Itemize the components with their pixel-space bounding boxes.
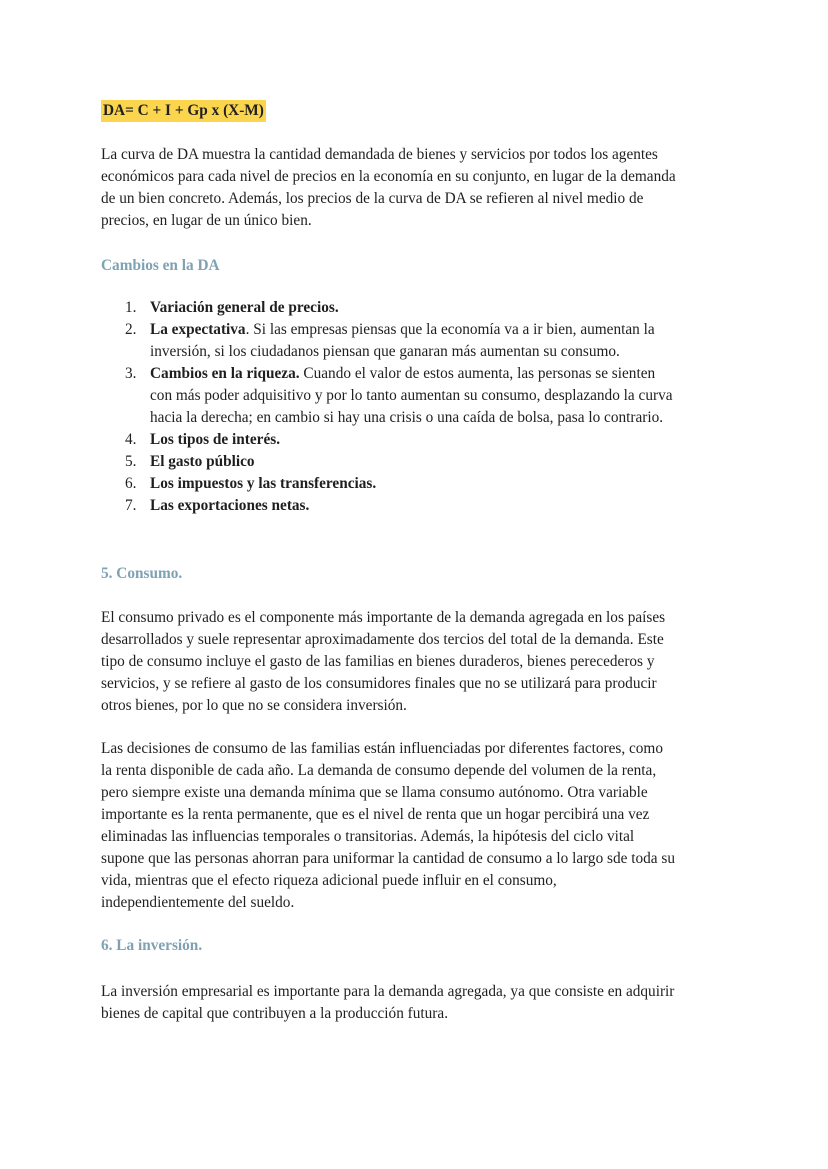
list-item-text: inversión, si los ciudadanos piensan que ganaran más aumentan su consumo.: [150, 343, 620, 360]
list-item: [101, 473, 741, 495]
list-item: [101, 319, 741, 363]
list-item-bold: El gasto público: [150, 453, 255, 470]
heading-consumo: 5. Consumo.: [101, 565, 183, 582]
list-item: [101, 363, 741, 429]
consumo-paragraph-1: [101, 607, 741, 717]
paragraph-line: Las decisiones de consumo de las familias están influenciadas por diferentes factores, como: [101, 740, 663, 757]
paragraph-line: pero siempre existe una demanda mínima que se llama consumo autónomo. Otra variable: [101, 784, 648, 801]
paragraph-line: El consumo privado es el componente más importante de la demanda agregada en los países: [101, 609, 666, 626]
inversion-paragraph: [101, 981, 741, 1025]
list-item: [101, 451, 741, 473]
paragraph-line: vida, mientras que el efecto riqueza adicional puede influir en el consumo,: [101, 872, 557, 889]
paragraph-line: otros bienes, por lo que no se considera inversión.: [101, 697, 407, 714]
list-item-bold: Los impuestos y las transferencias.: [150, 475, 377, 492]
intro-line: económicos para cada nivel de precios en la economía en su conjunto, en lugar de la demanda: [101, 168, 676, 185]
list-item-text: hacia la derecha; en cambio si hay una crisis o una caída de bolsa, pasa lo contrario.: [150, 409, 664, 426]
list-number: 7.: [125, 497, 137, 514]
intro-line: La curva de DA muestra la cantidad demandada de bienes y servicios por todos los agentes: [101, 146, 658, 163]
list-item-bold: Cambios en la riqueza.: [150, 365, 300, 382]
intro-paragraph: [101, 144, 741, 232]
paragraph-line: independientemente del sueldo.: [101, 894, 295, 911]
list-item-bold: La expectativa: [150, 321, 246, 338]
list-number: 4.: [125, 431, 137, 448]
list-item: [101, 297, 741, 319]
paragraph-line: tipo de consumo incluye el gasto de las familias en bienes duraderos, bienes perecederos y: [101, 653, 655, 670]
list-item-text: . Si las empresas piensas que la economía va a ir bien, aumentan la: [245, 321, 655, 338]
paragraph-line: la renta disponible de cada año. La demanda de consumo depende del volumen de la renta,: [101, 762, 657, 779]
list-number: 2.: [125, 321, 137, 338]
list-item: [101, 495, 741, 517]
consumo-paragraph-2: [101, 738, 741, 914]
cambios-list: [101, 297, 741, 517]
paragraph-line: bienes de capital que contribuyen a la producción futura.: [101, 1005, 449, 1022]
list-item-text: Cuando el valor de estos aumenta, las personas se sienten: [299, 365, 656, 382]
heading-cambios: Cambios en la DA: [101, 257, 220, 274]
list-number: 5.: [125, 453, 137, 470]
list-number: 6.: [125, 475, 137, 492]
list-item-bold: Variación general de precios.: [150, 299, 339, 316]
paragraph-line: importante es la renta permanente, que es el nivel de renta que un hogar percibirá una vez: [101, 806, 650, 823]
paragraph-line: eliminadas las influencias temporales o transitorias. Además, la hipótesis del ciclo vital: [101, 828, 635, 845]
list-item-bold: Los tipos de interés.: [150, 431, 281, 448]
paragraph-line: supone que las personas ahorran para uniformar la cantidad de consumo a lo largo sde toda su: [101, 850, 676, 867]
paragraph-line: La inversión empresarial es importante para la demanda agregada, ya que consiste en adquirir: [101, 983, 675, 1000]
intro-line: precios, en lugar de un único bien.: [101, 212, 312, 229]
paragraph-line: desarrollados y suele representar aproximadamente dos tercios del total de la demanda. Este: [101, 631, 664, 648]
list-item-bold: Las exportaciones netas.: [150, 497, 310, 514]
formula-highlight: DA= C + I + Gp x (X-M): [101, 100, 266, 122]
intro-line: de un bien concreto. Además, los precios de la curva de DA se refieren al nivel medio de: [101, 190, 644, 207]
paragraph-line: servicios, y se refiere al gasto de los consumidores finales que no se utilizará para producir: [101, 675, 657, 692]
list-number: 1.: [125, 299, 137, 316]
list-number: 3.: [125, 365, 137, 382]
list-item: [101, 429, 741, 451]
list-item-text: con más poder adquisitivo y por lo tanto aumentan su consumo, desplazando la curva: [150, 387, 673, 404]
heading-inversion: 6. La inversión.: [101, 937, 203, 954]
